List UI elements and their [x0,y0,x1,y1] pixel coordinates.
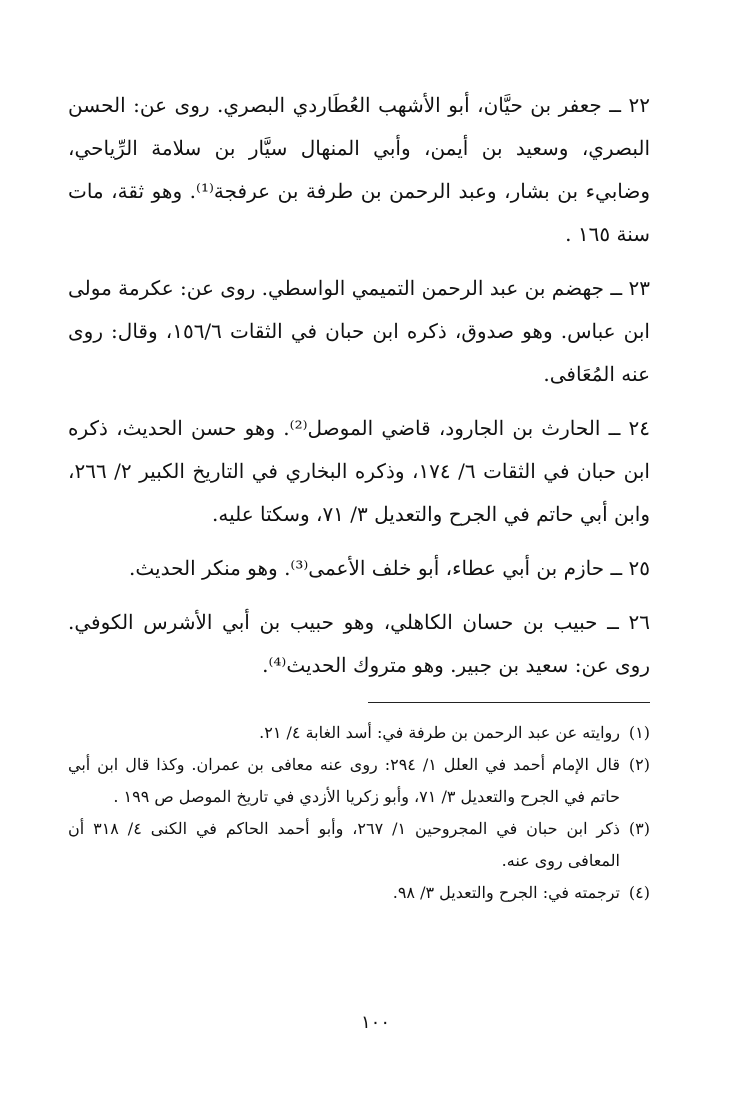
entry-text: حبيب بن حسان الكاهلي، وهو حبيب بن أبي الأشرس الكوفي. روى عن: سعيد بن جبير. وهو متروك الحديث⁽⁴⁾. [68,610,650,677]
entry-text: جهضم بن عبد الرحمن التميمي الواسطي. روى عن: عكرمة مولى ابن عباس. وهو صدوق، ذكره ابن حبان في الثقات ١٥٦/٦، وقال: روى عنه المُعَافى. [68,276,650,386]
footnote-number: (٢) [628,755,650,774]
footnote-number: (١) [628,723,650,742]
entry-text: جعفر بن حيَّان، أبو الأشهب العُطَاردي البصري. روى عن: الحسن البصري، وسعيد بن أيمن، وأبي المنهال سيَّار بن سلامة الرِّياحي، وضابيء بن بشار، وعبد الرحمن بن طرفة بن عرفجة⁽¹⁾. وهو ثقة، مات سنة ١٦٥ . [68,93,651,246]
footnote-text: ترجمته في: الجرح والتعديل ٣/ ٩٨. [392,883,620,902]
page-body [68,84,650,909]
entry-number: ٢٤ ــ [608,416,650,440]
entry-number: ٢٢ ــ [609,93,651,117]
footnote-number: (٣) [628,819,650,838]
entry-number: ٢٥ ــ [610,556,650,580]
biography-entry-25 [68,547,650,590]
biography-entry-24 [68,407,650,536]
page-number: ١٠٠ [360,1012,390,1033]
entry-number: ٢٣ ــ [610,276,650,300]
footnote-3 [68,813,650,877]
footnote-2 [68,749,650,813]
biography-entry-22 [68,84,650,256]
entry-text: حازم بن أبي عطاء، أبو خلف الأعمى⁽³⁾. وهو منكر الحديث. [129,556,605,580]
footnote-text: قال الإمام أحمد في العلل ١/ ٢٩٤: روى عنه معافى بن عمران. وكذا قال ابن أبي حاتم في الجرح والتعديل ٣/ ٧١، وأبو زكريا الأزدي في تاريخ الموصل ص ١٩٩ . [68,755,621,806]
entry-text: الحارث بن الجارود، قاضي الموصل⁽²⁾. وهو حسن الحديث، ذكره ابن حبان في الثقات ٦/ ١٧٤، وذكره البخاري في التاريخ الكبير ٢/ ٢٦٦، وابن أبي حاتم في الجرح والتعديل ٣/ ٧١، وسكتا عليه. [68,416,650,526]
biography-entry-23 [68,267,650,396]
footnote-text: ذكر ابن حبان في المجروحين ١/ ٢٦٧، وأبو أحمد الحاكم في الكنى ٤/ ٣١٨ أن المعافى روى عنه. [68,819,621,870]
footnote-text: روايته عن عبد الرحمن بن طرفة في: أسد الغابة ٤/ ٢١. [259,723,620,742]
entry-number: ٢٦ ــ [607,610,650,634]
footnote-4 [68,877,650,909]
footnote-divider [368,702,650,703]
footnote-number: (٤) [628,883,650,902]
footnote-1 [68,717,650,749]
biography-entry-26 [68,601,650,687]
